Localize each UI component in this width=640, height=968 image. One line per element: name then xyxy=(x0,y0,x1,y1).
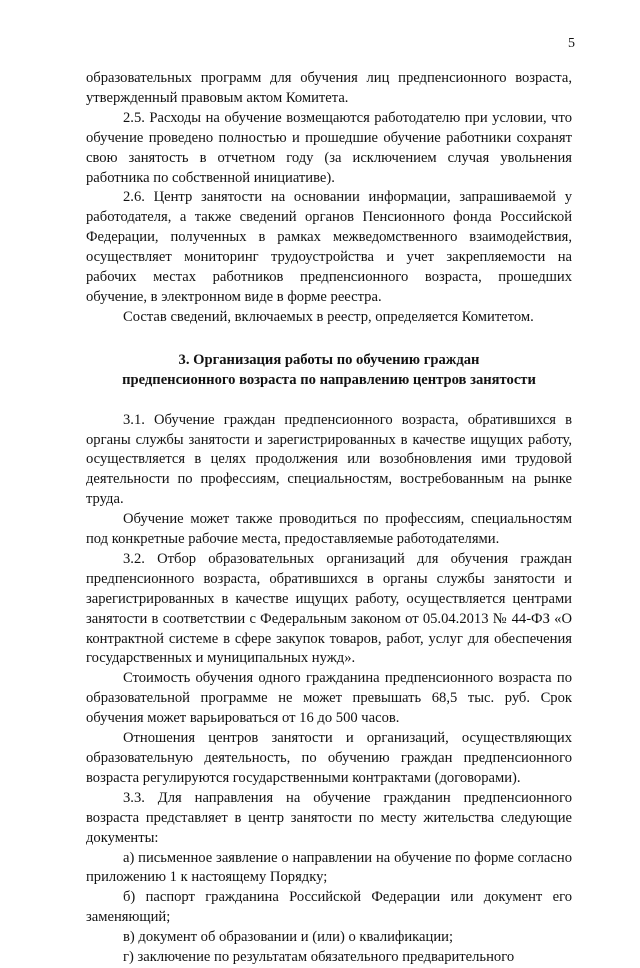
page-number: 5 xyxy=(568,36,575,51)
list-item: в) документ об образовании и (или) о квалификации; xyxy=(123,929,454,946)
section-heading-line: предпенсионного возраста по направлению центров занятости xyxy=(122,371,536,388)
paragraph-3-3: 3.3. Для направления на обучение гражданин предпенсионного возраста представляет в центр занятости по месту жительства следующие документы: xyxy=(86,789,572,846)
paragraph: Состав сведений, включаемых в реестр, определяется Комитетом. xyxy=(123,308,534,325)
paragraph-2-5: 2.5. Расходы на обучение возмещаются работодателю при условии, что обучение проведено полностью и прошедшие обучение работники сохранят свою занятость в отчетном году (за исключением случая увольнения работника по собственной инициативе). xyxy=(86,109,572,186)
paragraph-3-1: 3.1. Обучение граждан предпенсионного возраста, обратившихся в органы службы занятости и зарегистрированных в качестве ищущих работу, осуществляется в целях продолжения или возобновления ими трудовой деятельности по профессиям, специальностям, востребованным на рынке труда. xyxy=(86,411,572,508)
section-heading xyxy=(86,351,572,391)
paragraph: Стоимость обучения одного гражданина предпенсионного возраста по образовательной программе не может превышать 68,5 тыс. руб. Срок обучения может варьироваться от 16 до 500 часов. xyxy=(86,670,572,727)
paragraph: образовательных программ для обучения лиц предпенсионного возраста, утвержденный правовым актом Комитета. xyxy=(86,70,572,106)
paragraph: Отношения центров занятости и организаций, осуществляющих образовательную деятельность, по обучению граждан предпенсионного возраста регулируются государственными контрактами (договорами). xyxy=(86,730,572,786)
paragraph-3-2: 3.2. Отбор образовательных организаций для обучения граждан предпенсионного возраста, обратившихся в органы службы занятости и зарегистрированных в качестве ищущих работу, осуществляется центрами занятости в соответствии с Федеральным законом от 05.04.2013 № 44-ФЗ «О контрактной системе в сфере закупок товаров, работ, услуг для обеспечения государственных и муниципальных нужд». xyxy=(86,550,572,667)
list-item: г) заключение по результатам обязательного предварительного xyxy=(123,949,515,966)
section-heading-line: 3. Организация работы по обучению граждан xyxy=(178,351,480,368)
paragraph: Обучение может также проводиться по профессиям, специальностям под конкретные рабочие места, предоставляемые работодателями. xyxy=(86,511,572,548)
document-body xyxy=(86,69,572,968)
list-item: а) письменное заявление о направлении на обучение по форме согласно приложению 1 к настоящему Порядку; xyxy=(86,849,572,886)
paragraph-2-6: 2.6. Центр занятости на основании информации, запрашиваемой у работодателя, а также сведений органов Пенсионного фонда Российской Федерации, полученных в рамках межведомственного взаимодействия, осуществляет мониторинг трудоустройства и учет закрепляемости на рабочих местах работников предпенсионного возраста, прошедших обучение, в электронном виде в форме реестра. xyxy=(86,189,572,305)
list-item: б) паспорт гражданина Российской Федерации или документ его заменяющий; xyxy=(86,889,572,926)
